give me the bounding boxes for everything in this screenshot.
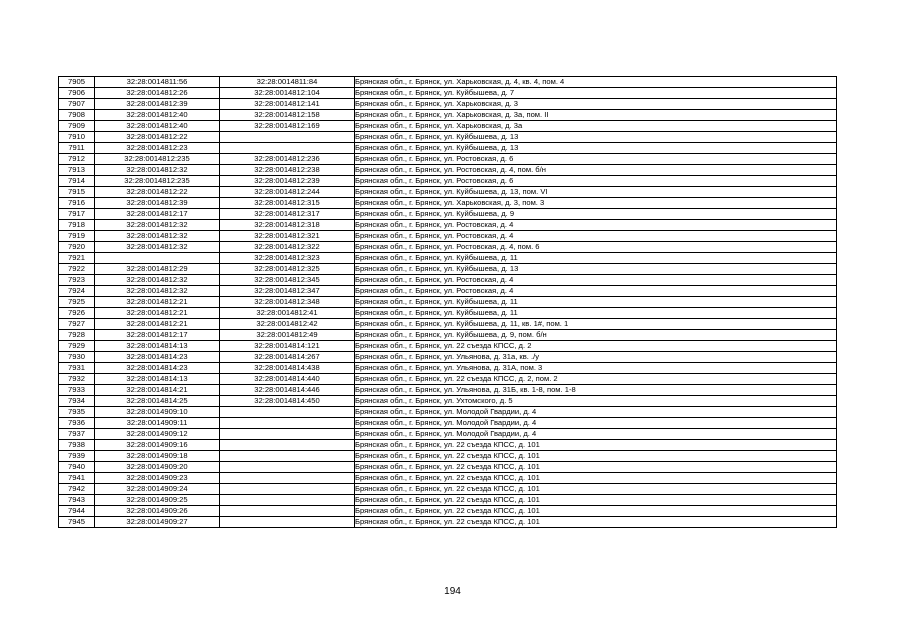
address-cell: Брянская обл., г. Брянск, ул. Харьковская, д. 3а, пом. II bbox=[355, 110, 837, 121]
address-cell: Брянская обл., г. Брянск, ул. Молодой Гвардии, д. 4 bbox=[355, 418, 837, 429]
table-row bbox=[59, 209, 837, 220]
cadastral-number-cell: 32:28:0014812:17 bbox=[95, 209, 220, 220]
address-cell: Брянская обл., г. Брянск, ул. Ульянова, д. 31а, кв. ./у bbox=[355, 352, 837, 363]
object-cadastral-number-cell: 32:28:0014812:238 bbox=[220, 165, 355, 176]
object-cadastral-number-cell bbox=[220, 132, 355, 143]
table-row bbox=[59, 121, 837, 132]
object-cadastral-number-cell: 32:28:0014812:41 bbox=[220, 308, 355, 319]
row-number-cell: 7930 bbox=[59, 352, 95, 363]
table-row bbox=[59, 352, 837, 363]
cadastral-number-cell: 32:28:0014812:32 bbox=[95, 165, 220, 176]
cadastral-number-cell: 32:28:0014812:235 bbox=[95, 154, 220, 165]
object-cadastral-number-cell bbox=[220, 407, 355, 418]
object-cadastral-number-cell: 32:28:0014812:345 bbox=[220, 275, 355, 286]
row-number-cell: 7943 bbox=[59, 495, 95, 506]
cadastral-number-cell: 32:28:0014812:29 bbox=[95, 264, 220, 275]
row-number-cell: 7913 bbox=[59, 165, 95, 176]
table-row bbox=[59, 385, 837, 396]
table-row bbox=[59, 198, 837, 209]
address-cell: Брянская обл., г. Брянск, ул. Харьковская, д. 3, пом. 3 bbox=[355, 198, 837, 209]
address-cell: Брянская обл., г. Брянск, ул. Харьковская, д. 3а bbox=[355, 121, 837, 132]
address-cell: Брянская обл., г. Брянск, ул. 22 съезда КПСС, д. 101 bbox=[355, 451, 837, 462]
object-cadastral-number-cell: 32:28:0014812:169 bbox=[220, 121, 355, 132]
row-number-cell: 7918 bbox=[59, 220, 95, 231]
object-cadastral-number-cell bbox=[220, 517, 355, 528]
address-cell: Брянская обл., г. Брянск, ул. 22 съезда КПСС, д. 101 bbox=[355, 440, 837, 451]
cadastral-number-cell: 32:28:0014812:32 bbox=[95, 286, 220, 297]
address-cell: Брянская обл., г. Брянск, ул. Куйбышева, д. 11 bbox=[355, 297, 837, 308]
table-row bbox=[59, 407, 837, 418]
table-row bbox=[59, 231, 837, 242]
cadastral-number-cell: 32:28:0014909:26 bbox=[95, 506, 220, 517]
table-row bbox=[59, 484, 837, 495]
row-number-cell: 7938 bbox=[59, 440, 95, 451]
row-number-cell: 7939 bbox=[59, 451, 95, 462]
object-cadastral-number-cell: 32:28:0014814:267 bbox=[220, 352, 355, 363]
table-row bbox=[59, 110, 837, 121]
cadastral-number-cell: 32:28:0014909:12 bbox=[95, 429, 220, 440]
table-row bbox=[59, 88, 837, 99]
object-cadastral-number-cell: 32:28:0014814:446 bbox=[220, 385, 355, 396]
table-row bbox=[59, 165, 837, 176]
cadastral-number-cell: 32:28:0014909:11 bbox=[95, 418, 220, 429]
row-number-cell: 7924 bbox=[59, 286, 95, 297]
object-cadastral-number-cell: 32:28:0014812:244 bbox=[220, 187, 355, 198]
cadastral-number-cell: 32:28:0014812:40 bbox=[95, 110, 220, 121]
row-number-cell: 7911 bbox=[59, 143, 95, 154]
object-cadastral-number-cell: 32:28:0014812:42 bbox=[220, 319, 355, 330]
cadastral-number-cell: 32:28:0014909:20 bbox=[95, 462, 220, 473]
cadastral-number-cell: 32:28:0014812:21 bbox=[95, 319, 220, 330]
address-cell: Брянская обл., г. Брянск, ул. 22 съезда КПСС, д. 2, пом. 2 bbox=[355, 374, 837, 385]
cadastral-number-cell: 32:28:0014812:17 bbox=[95, 330, 220, 341]
address-cell: Брянская обл., г. Брянск, ул. 22 съезда КПСС, д. 101 bbox=[355, 506, 837, 517]
object-cadastral-number-cell: 32:28:0014812:322 bbox=[220, 242, 355, 253]
row-number-cell: 7916 bbox=[59, 198, 95, 209]
cadastral-number-cell: 32:28:0014812:23 bbox=[95, 143, 220, 154]
registry-table-body bbox=[59, 77, 837, 528]
cadastral-number-cell: 32:28:0014909:18 bbox=[95, 451, 220, 462]
cadastral-number-cell: 32:28:0014909:10 bbox=[95, 407, 220, 418]
address-cell: Брянская обл., г. Брянск, ул. Куйбышева, д. 11 bbox=[355, 253, 837, 264]
cadastral-number-cell: 32:28:0014814:13 bbox=[95, 374, 220, 385]
cadastral-number-cell bbox=[95, 253, 220, 264]
address-cell: Брянская обл., г. Брянск, ул. 22 съезда КПСС, д. 101 bbox=[355, 484, 837, 495]
table-row bbox=[59, 242, 837, 253]
address-cell: Брянская обл., г. Брянск, ул. Ростовская, д. 4 bbox=[355, 220, 837, 231]
object-cadastral-number-cell bbox=[220, 495, 355, 506]
cadastral-number-cell: 32:28:0014909:25 bbox=[95, 495, 220, 506]
table-row bbox=[59, 374, 837, 385]
cadastral-number-cell: 32:28:0014812:39 bbox=[95, 99, 220, 110]
object-cadastral-number-cell bbox=[220, 506, 355, 517]
address-cell: Брянская обл., г. Брянск, ул. Куйбышева, д. 9 bbox=[355, 209, 837, 220]
row-number-cell: 7921 bbox=[59, 253, 95, 264]
row-number-cell: 7936 bbox=[59, 418, 95, 429]
object-cadastral-number-cell: 32:28:0014812:323 bbox=[220, 253, 355, 264]
address-cell: Брянская обл., г. Брянск, ул. Ростовская, д. 4 bbox=[355, 275, 837, 286]
address-cell: Брянская обл., г. Брянск, ул. Куйбышева, д. 11, кв. 1#, пом. 1 bbox=[355, 319, 837, 330]
object-cadastral-number-cell bbox=[220, 418, 355, 429]
address-cell: Брянская обл., г. Брянск, ул. Харьковская, д. 3 bbox=[355, 99, 837, 110]
address-cell: Брянская обл., г. Брянск, ул. Куйбышева, д. 7 bbox=[355, 88, 837, 99]
address-cell: Брянская обл., г. Брянск, ул. Ухтомского, д. 5 bbox=[355, 396, 837, 407]
table-row bbox=[59, 429, 837, 440]
cadastral-registry-table bbox=[58, 76, 837, 528]
cadastral-number-cell: 32:28:0014814:23 bbox=[95, 363, 220, 374]
object-cadastral-number-cell: 32:28:0014812:317 bbox=[220, 209, 355, 220]
cadastral-number-cell: 32:28:0014909:27 bbox=[95, 517, 220, 528]
object-cadastral-number-cell: 32:28:0014812:315 bbox=[220, 198, 355, 209]
table-row bbox=[59, 275, 837, 286]
address-cell: Брянская обл., г. Брянск, ул. Харьковская, д. 4, кв. 4, пом. 4 bbox=[355, 77, 837, 88]
table-row bbox=[59, 176, 837, 187]
address-cell: Брянская обл., г. Брянск, ул. 22 съезда КПСС, д. 101 bbox=[355, 517, 837, 528]
cadastral-number-cell: 32:28:0014812:40 bbox=[95, 121, 220, 132]
row-number-cell: 7937 bbox=[59, 429, 95, 440]
table-row bbox=[59, 264, 837, 275]
object-cadastral-number-cell: 32:28:0014814:450 bbox=[220, 396, 355, 407]
row-number-cell: 7945 bbox=[59, 517, 95, 528]
address-cell: Брянская обл., г. Брянск, ул. Молодой Гвардии, д. 4 bbox=[355, 429, 837, 440]
row-number-cell: 7942 bbox=[59, 484, 95, 495]
object-cadastral-number-cell: 32:28:0014812:49 bbox=[220, 330, 355, 341]
cadastral-number-cell: 32:28:0014812:39 bbox=[95, 198, 220, 209]
object-cadastral-number-cell: 32:28:0014814:440 bbox=[220, 374, 355, 385]
object-cadastral-number-cell: 32:28:0014812:158 bbox=[220, 110, 355, 121]
address-cell: Брянская обл., г. Брянск, ул. 22 съезда КПСС, д. 101 bbox=[355, 473, 837, 484]
object-cadastral-number-cell: 32:28:0014812:141 bbox=[220, 99, 355, 110]
table-row bbox=[59, 363, 837, 374]
table-row bbox=[59, 143, 837, 154]
table-row bbox=[59, 297, 837, 308]
object-cadastral-number-cell bbox=[220, 451, 355, 462]
address-cell: Брянская обл., г. Брянск, ул. Ростовская, д. 6 bbox=[355, 154, 837, 165]
row-number-cell: 7905 bbox=[59, 77, 95, 88]
row-number-cell: 7931 bbox=[59, 363, 95, 374]
address-cell: Брянская обл., г. Брянск, ул. Ростовская, д. 4 bbox=[355, 286, 837, 297]
cadastral-number-cell: 32:28:0014909:23 bbox=[95, 473, 220, 484]
row-number-cell: 7929 bbox=[59, 341, 95, 352]
table-row bbox=[59, 286, 837, 297]
cadastral-number-cell: 32:28:0014812:32 bbox=[95, 220, 220, 231]
table-row bbox=[59, 517, 837, 528]
object-cadastral-number-cell: 32:28:0014812:236 bbox=[220, 154, 355, 165]
object-cadastral-number-cell: 32:28:0014812:347 bbox=[220, 286, 355, 297]
cadastral-number-cell: 32:28:0014909:24 bbox=[95, 484, 220, 495]
table-row bbox=[59, 187, 837, 198]
cadastral-number-cell: 32:28:0014812:22 bbox=[95, 132, 220, 143]
address-cell: Брянская обл., г. Брянск, ул. Ульянова, д. 31Б, кв. 1-8, пом. 1-8 bbox=[355, 385, 837, 396]
row-number-cell: 7910 bbox=[59, 132, 95, 143]
table-row bbox=[59, 77, 837, 88]
row-number-cell: 7906 bbox=[59, 88, 95, 99]
cadastral-number-cell: 32:28:0014814:13 bbox=[95, 341, 220, 352]
table-row bbox=[59, 308, 837, 319]
object-cadastral-number-cell: 32:28:0014812:239 bbox=[220, 176, 355, 187]
row-number-cell: 7926 bbox=[59, 308, 95, 319]
table-row bbox=[59, 473, 837, 484]
table-row bbox=[59, 418, 837, 429]
table-row bbox=[59, 341, 837, 352]
row-number-cell: 7915 bbox=[59, 187, 95, 198]
table-row bbox=[59, 495, 837, 506]
table-row bbox=[59, 253, 837, 264]
row-number-cell: 7923 bbox=[59, 275, 95, 286]
cadastral-number-cell: 32:28:0014814:21 bbox=[95, 385, 220, 396]
address-cell: Брянская обл., г. Брянск, ул. 22 съезда КПСС, д. 101 bbox=[355, 495, 837, 506]
cadastral-number-cell: 32:28:0014812:22 bbox=[95, 187, 220, 198]
object-cadastral-number-cell: 32:28:0014812:348 bbox=[220, 297, 355, 308]
table-row bbox=[59, 506, 837, 517]
row-number-cell: 7935 bbox=[59, 407, 95, 418]
table-row bbox=[59, 99, 837, 110]
object-cadastral-number-cell: 32:28:0014814:121 bbox=[220, 341, 355, 352]
object-cadastral-number-cell: 32:28:0014812:318 bbox=[220, 220, 355, 231]
cadastral-number-cell: 32:28:0014812:32 bbox=[95, 275, 220, 286]
address-cell: Брянская обл., г. Брянск, ул. Ростовская, д. 6 bbox=[355, 176, 837, 187]
cadastral-number-cell: 32:28:0014812:21 bbox=[95, 308, 220, 319]
row-number-cell: 7909 bbox=[59, 121, 95, 132]
table-row bbox=[59, 451, 837, 462]
address-cell: Брянская обл., г. Брянск, ул. Куйбышева, д. 13 bbox=[355, 264, 837, 275]
object-cadastral-number-cell bbox=[220, 462, 355, 473]
cadastral-number-cell: 32:28:0014814:25 bbox=[95, 396, 220, 407]
row-number-cell: 7920 bbox=[59, 242, 95, 253]
row-number-cell: 7928 bbox=[59, 330, 95, 341]
table-row bbox=[59, 220, 837, 231]
row-number-cell: 7941 bbox=[59, 473, 95, 484]
object-cadastral-number-cell bbox=[220, 429, 355, 440]
table-row bbox=[59, 132, 837, 143]
table-row bbox=[59, 154, 837, 165]
address-cell: Брянская обл., г. Брянск, ул. Ульянова, д. 31А, пом. 3 bbox=[355, 363, 837, 374]
cadastral-number-cell: 32:28:0014812:26 bbox=[95, 88, 220, 99]
row-number-cell: 7914 bbox=[59, 176, 95, 187]
cadastral-number-cell: 32:28:0014814:23 bbox=[95, 352, 220, 363]
address-cell: Брянская обл., г. Брянск, ул. 22 съезда КПСС, д. 2 bbox=[355, 341, 837, 352]
object-cadastral-number-cell: 32:28:0014814:438 bbox=[220, 363, 355, 374]
row-number-cell: 7932 bbox=[59, 374, 95, 385]
address-cell: Брянская обл., г. Брянск, ул. Молодой Гвардии, д. 4 bbox=[355, 407, 837, 418]
address-cell: Брянская обл., г. Брянск, ул. 22 съезда КПСС, д. 101 bbox=[355, 462, 837, 473]
address-cell: Брянская обл., г. Брянск, ул. Куйбышева, д. 9, пом. б/н bbox=[355, 330, 837, 341]
object-cadastral-number-cell: 32:28:0014812:321 bbox=[220, 231, 355, 242]
row-number-cell: 7925 bbox=[59, 297, 95, 308]
row-number-cell: 7944 bbox=[59, 506, 95, 517]
row-number-cell: 7922 bbox=[59, 264, 95, 275]
row-number-cell: 7908 bbox=[59, 110, 95, 121]
cadastral-number-cell: 32:28:0014812:235 bbox=[95, 176, 220, 187]
address-cell: Брянская обл., г. Брянск, ул. Куйбышева, д. 11 bbox=[355, 308, 837, 319]
cadastral-number-cell: 32:28:0014812:32 bbox=[95, 242, 220, 253]
object-cadastral-number-cell bbox=[220, 484, 355, 495]
cadastral-number-cell: 32:28:0014811:56 bbox=[95, 77, 220, 88]
row-number-cell: 7933 bbox=[59, 385, 95, 396]
address-cell: Брянская обл., г. Брянск, ул. Ростовская, д. 4, пом. 6 bbox=[355, 242, 837, 253]
address-cell: Брянская обл., г. Брянск, ул. Ростовская, д. 4, пом. б/н bbox=[355, 165, 837, 176]
address-cell: Брянская обл., г. Брянск, ул. Ростовская, д. 4 bbox=[355, 231, 837, 242]
table-row bbox=[59, 440, 837, 451]
object-cadastral-number-cell bbox=[220, 440, 355, 451]
table-row bbox=[59, 396, 837, 407]
address-cell: Брянская обл., г. Брянск, ул. Куйбышева, д. 13 bbox=[355, 132, 837, 143]
object-cadastral-number-cell bbox=[220, 473, 355, 484]
row-number-cell: 7940 bbox=[59, 462, 95, 473]
address-cell: Брянская обл., г. Брянск, ул. Куйбышева, д. 13, пом. VI bbox=[355, 187, 837, 198]
table-row bbox=[59, 462, 837, 473]
object-cadastral-number-cell bbox=[220, 143, 355, 154]
row-number-cell: 7917 bbox=[59, 209, 95, 220]
object-cadastral-number-cell: 32:28:0014811:84 bbox=[220, 77, 355, 88]
row-number-cell: 7907 bbox=[59, 99, 95, 110]
object-cadastral-number-cell: 32:28:0014812:325 bbox=[220, 264, 355, 275]
cadastral-number-cell: 32:28:0014812:32 bbox=[95, 231, 220, 242]
cadastral-number-cell: 32:28:0014909:16 bbox=[95, 440, 220, 451]
table-row bbox=[59, 330, 837, 341]
object-cadastral-number-cell: 32:28:0014812:104 bbox=[220, 88, 355, 99]
page-number: 194 bbox=[444, 586, 461, 597]
cadastral-number-cell: 32:28:0014812:21 bbox=[95, 297, 220, 308]
row-number-cell: 7912 bbox=[59, 154, 95, 165]
row-number-cell: 7934 bbox=[59, 396, 95, 407]
row-number-cell: 7927 bbox=[59, 319, 95, 330]
address-cell: Брянская обл., г. Брянск, ул. Куйбышева, д. 13 bbox=[355, 143, 837, 154]
row-number-cell: 7919 bbox=[59, 231, 95, 242]
table-row bbox=[59, 319, 837, 330]
